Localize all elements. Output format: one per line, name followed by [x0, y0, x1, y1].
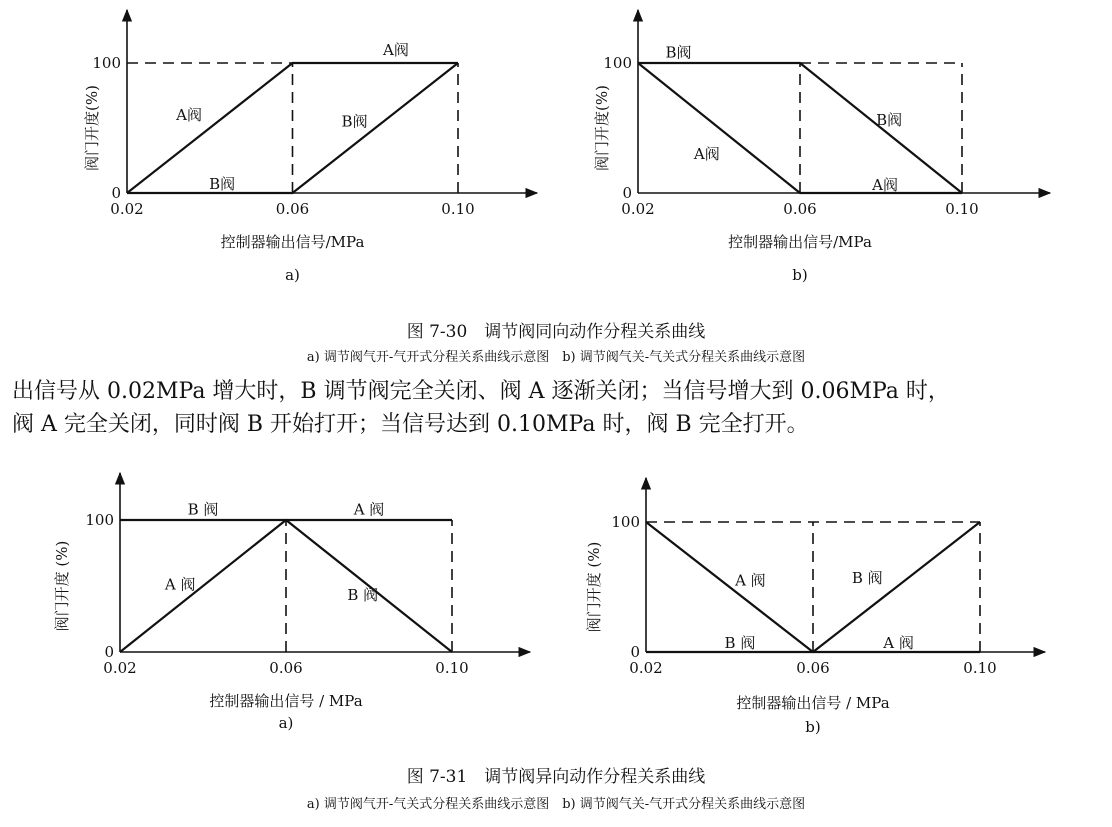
x-axis-label: 控制器输出信号 / MPa	[736, 694, 890, 712]
y-tick-label: 100	[85, 511, 114, 529]
series-annotation: A阀	[872, 176, 898, 195]
y-axis-label: 阀门开度(%)	[593, 85, 611, 171]
x-tick-label: 0.10	[435, 659, 469, 677]
y-tick-label: 0	[104, 643, 114, 661]
series-annotation: A 阀	[883, 633, 914, 652]
figure-7-31-caption: 图 7-31 调节阀异向动作分程关系曲线	[406, 767, 706, 787]
x-tick-label: 0.06	[796, 659, 830, 677]
x-tick-label: 0.02	[110, 200, 144, 218]
y-tick-label: 0	[111, 184, 121, 202]
y-tick-label: 0	[622, 184, 632, 202]
y-axis-label: 阀门开度 (%)	[53, 540, 71, 632]
x-axis-label: 控制器输出信号/MPa	[728, 233, 872, 251]
chart-fig7-31a	[53, 473, 530, 732]
y-tick-label: 0	[630, 643, 640, 661]
series-annotation: B阀	[209, 174, 236, 193]
series-annotation: B 阀	[724, 633, 756, 652]
series-annotation: B阀	[876, 111, 903, 130]
x-tick-label: 0.02	[621, 200, 655, 218]
series-annotation: A 阀	[353, 500, 385, 519]
x-tick-label: 0.02	[103, 659, 137, 677]
series-annotation: B阀	[341, 112, 368, 131]
x-axis-label: 控制器输出信号/MPa	[220, 233, 365, 251]
chart-fig7-30a	[83, 10, 537, 284]
x-tick-label: 0.06	[275, 200, 310, 218]
body-text-line-2: 阀 A 完全关闭，同时阀 B 开始打开；当信号达到 0.10MPa 时，阀 B 完全打开。	[12, 412, 809, 437]
y-tick-label: 100	[92, 54, 121, 72]
series-annotation: A阀	[176, 106, 202, 124]
y-tick-label: 100	[603, 54, 632, 72]
panel-label: b)	[805, 718, 821, 736]
x-tick-label: 0.10	[945, 200, 979, 218]
x-tick-label: 0.10	[441, 200, 475, 218]
figure-7-30-caption: 图 7-30 调节阀同向动作分程关系曲线	[406, 322, 706, 342]
series-annotation: B 阀	[347, 586, 379, 605]
chart-fig7-31b	[585, 478, 1045, 736]
y-axis-label: 阀门开度 (%)	[585, 541, 603, 633]
body-text-line-1: 出信号从 0.02MPa 增大时，B 调节阀完全关闭、阀 A 逐渐关闭；当信号增大到 0.06MPa 时，	[12, 379, 950, 404]
x-axis-label: 控制器输出信号 / MPa	[209, 692, 363, 710]
series-annotation: B 阀	[187, 500, 219, 519]
series-annotation: B 阀	[851, 568, 883, 587]
chart-fig7-30b	[593, 10, 1050, 284]
x-tick-label: 0.06	[269, 659, 303, 677]
panel-label: a)	[278, 714, 294, 732]
x-tick-label: 0.10	[963, 659, 997, 677]
series-annotation: A 阀	[164, 575, 196, 594]
figure-7-31-subcaption: a) 调节阀气开-气关式分程关系曲线示意图 b) 调节阀气关-气开式分程关系曲线示意图	[306, 797, 806, 812]
panel-label: a)	[285, 266, 300, 284]
x-tick-label: 0.02	[629, 659, 663, 677]
x-tick-label: 0.06	[783, 200, 817, 218]
series-annotation: A 阀	[735, 571, 766, 590]
series-annotation: A阀	[693, 145, 720, 163]
figure-7-30-subcaption: a) 调节阀气开-气开式分程关系曲线示意图 b) 调节阀气关-气关式分程关系曲线示意图	[306, 350, 806, 365]
series-annotation: A阀	[383, 41, 409, 59]
y-tick-label: 100	[611, 513, 640, 531]
y-axis-label: 阀门开度(%)	[83, 85, 101, 171]
series-annotation: B阀	[665, 43, 692, 62]
panel-label: b)	[792, 266, 808, 284]
